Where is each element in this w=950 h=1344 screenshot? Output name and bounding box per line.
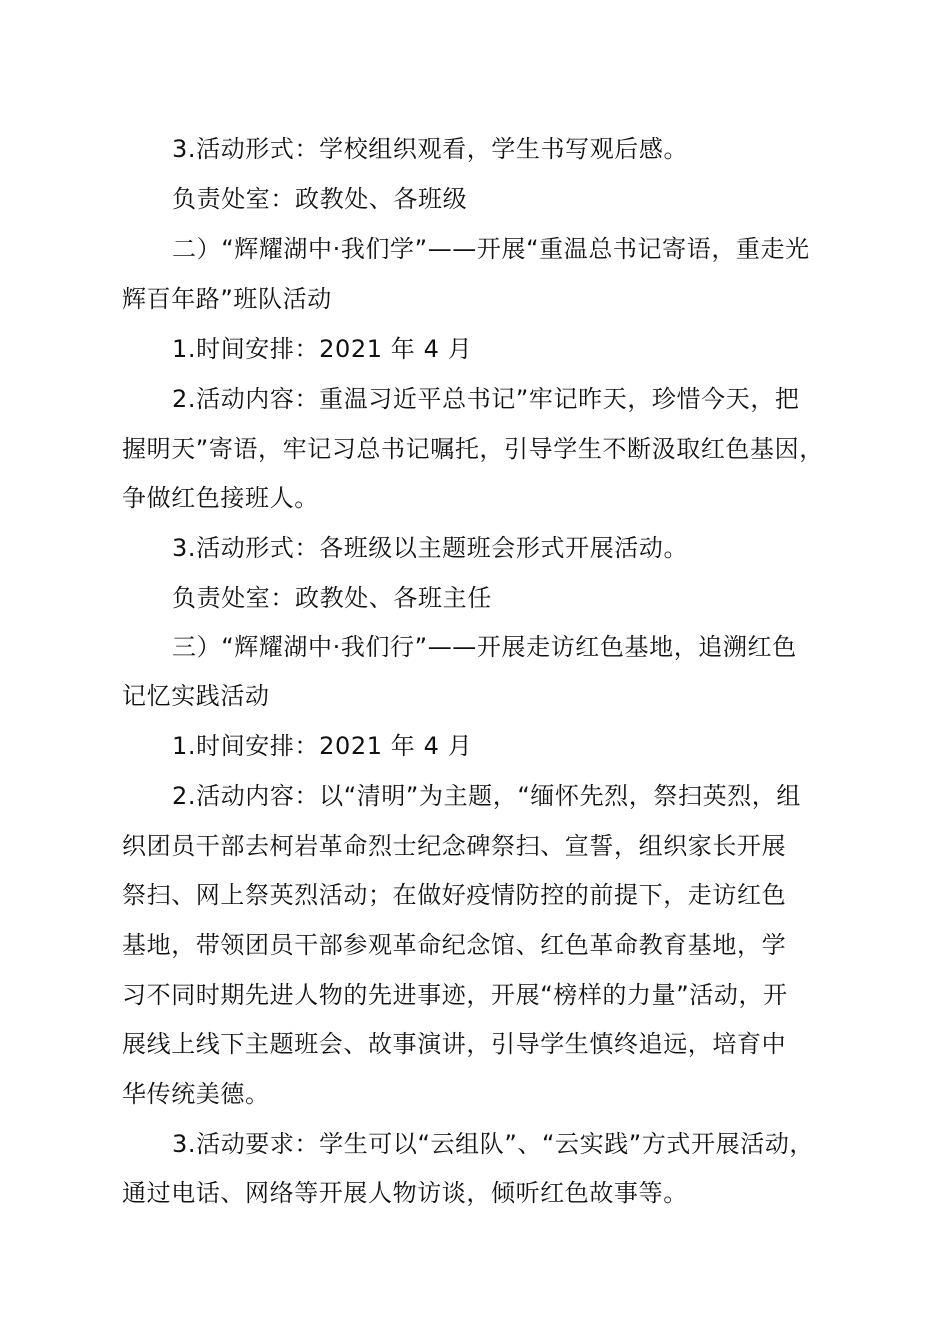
paragraph-line: 负责处室：政教处、各班级 [172, 185, 468, 213]
paragraph-line: 展线上线下主题班会、故事演讲，引导学生慎终追远，培育中 [122, 1030, 787, 1058]
paragraph-line: 1.时间安排：2021 年 4 月 [172, 335, 473, 363]
paragraph-line: 握明天”寄语，牢记习总书记嘱托，引导学生不断汲取红色基因， [122, 435, 824, 463]
paragraph-line: 祭扫、网上祭英烈活动；在做好疫情防控的前提下，走访红色 [122, 881, 787, 909]
paragraph-line: 2.活动内容：以“清明”为主题，“缅怀先烈，祭扫英烈，组 [172, 782, 801, 810]
paragraph-line: 争做红色接班人。 [122, 484, 319, 512]
paragraph-line: 华传统美德。 [122, 1080, 270, 1108]
section-heading-line: 记忆实践活动 [122, 682, 270, 710]
paragraph-line: 2.活动内容：重温习近平总书记”牢记昨天，珍惜今天，把 [172, 385, 800, 413]
section-heading-line: 二）“辉耀湖中·我们学”——开展“重温总书记寄语，重走光 [172, 235, 810, 263]
paragraph-line: 3.活动要求：学生可以“云组队”、“云实践”方式开展活动， [172, 1130, 815, 1158]
paragraph-line: 通过电话、网络等开展人物访谈，倾听红色故事等。 [122, 1179, 688, 1207]
paragraph-line: 3.活动形式：学校组织观看，学生书写观后感。 [172, 135, 689, 163]
section-heading-line: 三）“辉耀湖中·我们行”——开展走访红色基地，追溯红色 [172, 633, 797, 661]
paragraph-line: 3.活动形式：各班级以主题班会形式开展活动。 [172, 534, 689, 562]
paragraph-line: 织团员干部去柯岩革命烈士纪念碑祭扫、宣誓，组织家长开展 [122, 832, 787, 860]
paragraph-line: 基地，带领团员干部参观革命纪念馆、红色革命教育基地，学 [122, 931, 787, 959]
section-heading-line: 辉百年路”班队活动 [122, 285, 332, 313]
paragraph-line: 习不同时期先进人物的先进事迹，开展“榜样的力量”活动，开 [122, 981, 788, 1009]
paragraph-line: 1.时间安排：2021 年 4 月 [172, 732, 473, 760]
paragraph-line: 负责处室：政教处、各班主任 [172, 584, 492, 612]
